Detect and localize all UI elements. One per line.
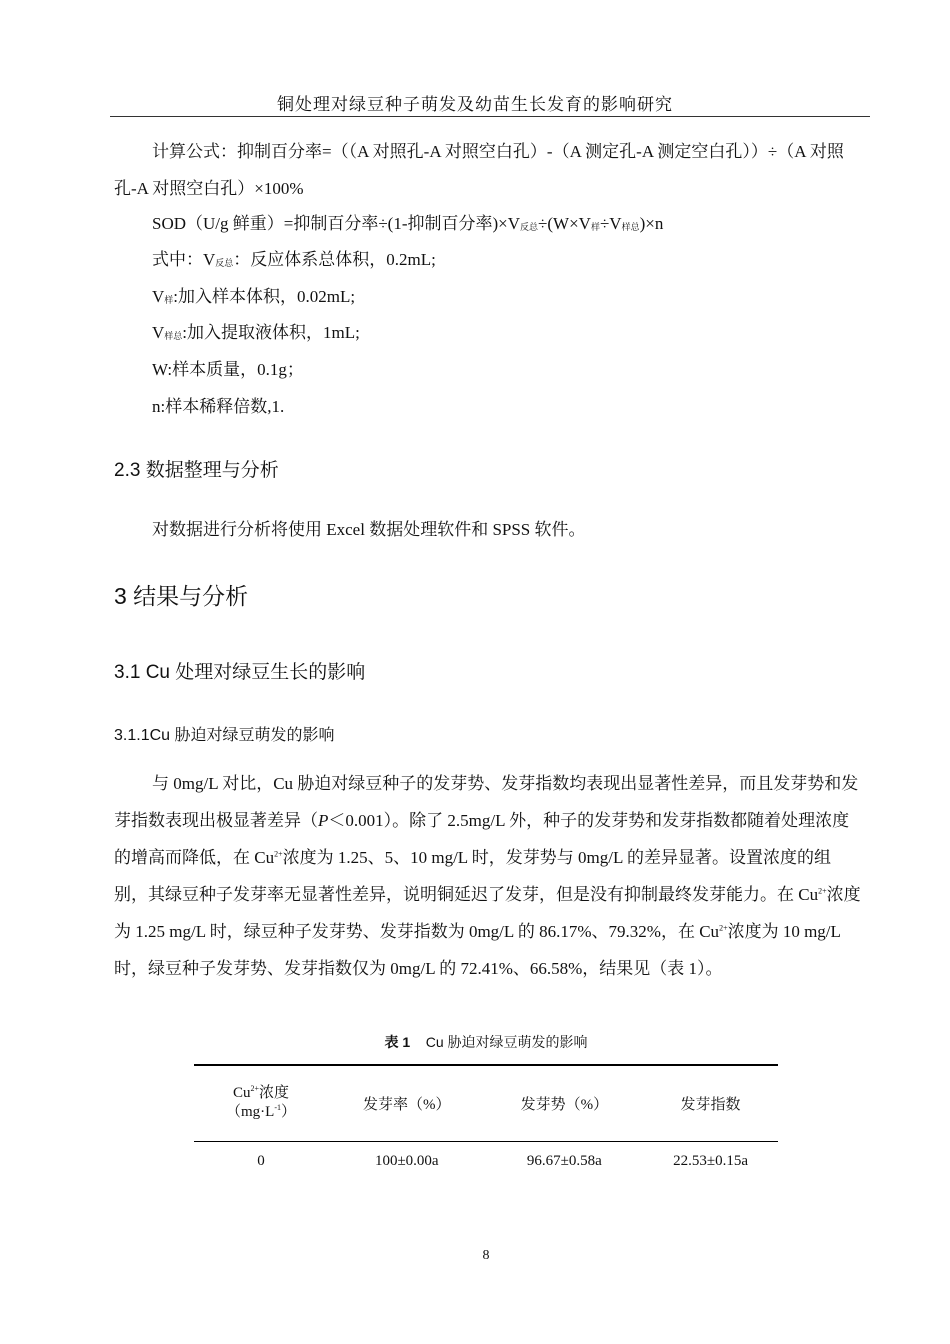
sod-part-a: SOD（U/g 鲜重）=抑制百分率÷(1-抑制百分率)×V [152, 214, 521, 233]
definition-w: W:样本质量，0.1g； [152, 360, 304, 379]
def2-a: V [152, 287, 165, 306]
para-part-4: 浓度为 1.25 mg/L 时，绿豆种子发芽势、发芽指数为 0mg/L 的 86.17%、79.32%，在 Cu [114, 885, 861, 941]
sod-sub-3: 样总 [621, 222, 640, 232]
running-header: 铜处理对绿豆种子萌发及幼苗生长发育的影响研究 [277, 95, 673, 114]
header-germination-vigor: 发芽势（%） [520, 1096, 609, 1113]
sod-part-c: ÷V [599, 214, 622, 233]
header-conc-label: 浓度 [259, 1085, 290, 1102]
sod-sub-1: 反总 [520, 222, 539, 232]
definition-v-extract [152, 321, 360, 347]
header-concentration [194, 1065, 328, 1141]
section-2-3-title: 2.3 数据整理与分析 [114, 460, 279, 481]
cell-concentration: 0 [257, 1152, 265, 1169]
header-unit-exp: -1 [274, 1103, 281, 1113]
table-row [194, 1141, 778, 1181]
para-part-5: 浓度为 10 mg/L 时，绿豆种子发芽势、发芽指数仅为 0mg/L 的 72.41%、66.58%，结果见（表 1）。 [114, 922, 841, 978]
section-3-title: 3 结果与分析 [114, 583, 249, 609]
definition-n: n:样本稀释倍数,1. [152, 397, 285, 416]
table-header-row [194, 1065, 778, 1141]
cu-charge-2: 2+ [818, 886, 827, 896]
def2-b: :加入样本体积，0.02mL; [173, 287, 356, 306]
cu-charge-3: 2+ [719, 923, 728, 933]
table-caption-text: Cu 胁迫对绿豆萌发的影响 [425, 1034, 588, 1050]
cell-germination-rate: 100±0.00a [374, 1152, 439, 1169]
formula-calc: 计算公式：抑制百分率=（（A 对照孔-A 对照空白孔）-（A 测定孔-A 测定空白孔））÷（A 对照孔-A 对照空白孔）×100% [114, 142, 844, 198]
header-rule [110, 116, 870, 117]
def2-sub: 样 [164, 295, 174, 305]
section-2-3-body: 对数据进行分析将使用 Excel 数据处理软件和 SPSS 软件。 [152, 520, 586, 539]
para-part-1: 与 0mg/L 对比，Cu 胁迫对绿豆种子的发芽势、发芽指数均表现出显著性差异，而且发芽势和发芽指数表现出极显著差异（ [114, 774, 859, 830]
germination-table [194, 1064, 778, 1181]
p-value-symbol: P [318, 811, 329, 830]
sod-part-d: )×n [639, 214, 664, 233]
header-unit-a: （mg·L [225, 1104, 275, 1121]
para-part-3: 浓度为 1.25、5、10 mg/L 时，发芽势与 0mg/L 的差异显著。设置浓度的组别，其绿豆种子发芽率无显著性差异，说明铜延迟了发芽，但是没有抑制最终发芽能力。在 Cu [114, 848, 832, 904]
def3-sub: 样总 [164, 331, 183, 341]
formula-sod [152, 212, 663, 238]
section-3-1-1-title: 3.1.1Cu 胁迫对绿豆萌发的影响 [114, 727, 335, 744]
header-germination-rate: 发芽率（%） [363, 1096, 451, 1113]
cell-germination-index: 22.53±0.15a [673, 1152, 748, 1169]
table-caption [0, 1032, 950, 1052]
table-caption-label: 表 1 [384, 1034, 411, 1050]
def3-a: V [152, 323, 165, 342]
def1-b: ：反应体系总体积，0.2mL; [233, 250, 436, 269]
def3-b: :加入提取液体积，1mL; [182, 323, 360, 342]
def1-sub: 反总 [215, 258, 234, 268]
para-part-2: ＜0.001）。除了 2.5mg/L 外，种子的发芽势和发芽指数都随着处理浓度的增高而降低，在 Cu [114, 811, 850, 867]
cell-germination-vigor: 96.67±0.58a [526, 1152, 602, 1169]
header-germination-index: 发芽指数 [680, 1096, 741, 1113]
header-cu-charge: 2+ [250, 1084, 259, 1094]
sod-sub-2: 样 [590, 222, 600, 232]
page-number: 8 [482, 1248, 490, 1263]
results-paragraph [114, 765, 862, 987]
definition-v-total [152, 248, 436, 274]
header-cu: Cu [232, 1085, 251, 1102]
section-3-1-title: 3.1 Cu 处理对绿豆生长的影响 [114, 662, 366, 683]
sod-part-b: ÷(W×V [538, 214, 591, 233]
def1-a: 式中：V [152, 250, 216, 269]
definition-v-sample [152, 285, 355, 311]
header-unit-b: ） [280, 1104, 296, 1121]
cu-charge-1: 2+ [274, 849, 283, 859]
